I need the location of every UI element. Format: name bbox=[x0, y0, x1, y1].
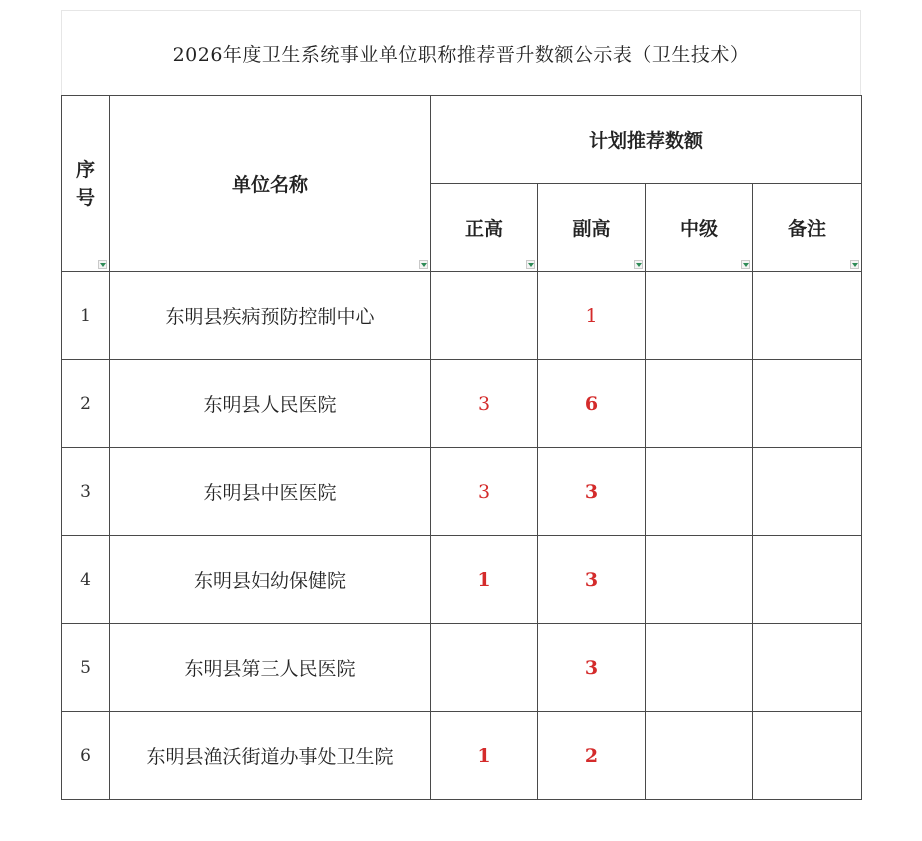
table-row bbox=[62, 360, 862, 448]
header-remarks bbox=[753, 184, 862, 272]
row-associate: 1 bbox=[538, 272, 646, 360]
filter-dropdown-icon[interactable] bbox=[419, 260, 428, 269]
table-row bbox=[62, 536, 862, 624]
filter-dropdown-icon[interactable] bbox=[741, 260, 750, 269]
row-senior: 1 bbox=[431, 536, 538, 624]
row-intermediate bbox=[646, 272, 753, 360]
row-remarks bbox=[753, 360, 862, 448]
row-senior: 1 bbox=[431, 712, 538, 800]
row-senior: 3 bbox=[431, 448, 538, 536]
row-unit-name: 东明县妇幼保健院 bbox=[110, 536, 431, 624]
header-senior bbox=[431, 184, 538, 272]
table-title: 2026年度卫生系统事业单位职称推荐晋升数额公示表（卫生技术） bbox=[61, 10, 861, 95]
header-seq bbox=[62, 96, 110, 272]
row-unit-name: 东明县中医医院 bbox=[110, 448, 431, 536]
header-intermediate bbox=[646, 184, 753, 272]
filter-dropdown-icon[interactable] bbox=[634, 260, 643, 269]
row-seq: 1 bbox=[62, 272, 110, 360]
header-unit-name bbox=[110, 96, 431, 272]
row-associate: 3 bbox=[538, 624, 646, 712]
row-intermediate bbox=[646, 624, 753, 712]
header-intermediate-label: 中级 bbox=[679, 218, 718, 240]
header-unit-name-label: 单位名称 bbox=[231, 174, 308, 196]
header-senior-label: 正高 bbox=[464, 218, 503, 240]
row-unit-name: 东明县渔沃街道办事处卫生院 bbox=[110, 712, 431, 800]
row-associate: 6 bbox=[538, 360, 646, 448]
row-remarks bbox=[753, 536, 862, 624]
header-row-top bbox=[62, 96, 862, 184]
row-intermediate bbox=[646, 360, 753, 448]
header-remarks-label: 备注 bbox=[788, 218, 827, 240]
row-seq: 4 bbox=[62, 536, 110, 624]
row-seq: 5 bbox=[62, 624, 110, 712]
row-senior: 3 bbox=[431, 360, 538, 448]
quota-table bbox=[61, 95, 862, 800]
row-associate: 3 bbox=[538, 448, 646, 536]
header-plan-group-label: 计划推荐数额 bbox=[589, 130, 704, 152]
header-associate bbox=[538, 184, 646, 272]
row-seq: 2 bbox=[62, 360, 110, 448]
header-associate-label: 副高 bbox=[572, 218, 611, 240]
row-intermediate bbox=[646, 712, 753, 800]
row-intermediate bbox=[646, 448, 753, 536]
filter-dropdown-icon[interactable] bbox=[526, 260, 535, 269]
table-row bbox=[62, 448, 862, 536]
row-seq: 3 bbox=[62, 448, 110, 536]
row-seq: 6 bbox=[62, 712, 110, 800]
row-intermediate bbox=[646, 536, 753, 624]
filter-dropdown-icon[interactable] bbox=[850, 260, 859, 269]
table-row bbox=[62, 712, 862, 800]
spreadsheet-sheet bbox=[61, 10, 861, 800]
filter-dropdown-icon[interactable] bbox=[98, 260, 107, 269]
table-row bbox=[62, 272, 862, 360]
row-remarks bbox=[753, 712, 862, 800]
row-associate: 3 bbox=[538, 536, 646, 624]
row-remarks bbox=[753, 624, 862, 712]
row-remarks bbox=[753, 272, 862, 360]
row-associate: 2 bbox=[538, 712, 646, 800]
row-unit-name: 东明县人民医院 bbox=[110, 360, 431, 448]
row-senior bbox=[431, 272, 538, 360]
header-plan-group bbox=[431, 96, 862, 184]
table-row bbox=[62, 624, 862, 712]
row-senior bbox=[431, 624, 538, 712]
row-unit-name: 东明县疾病预防控制中心 bbox=[110, 272, 431, 360]
row-remarks bbox=[753, 448, 862, 536]
header-seq-label: 序号 bbox=[75, 158, 95, 209]
row-unit-name: 东明县第三人民医院 bbox=[110, 624, 431, 712]
